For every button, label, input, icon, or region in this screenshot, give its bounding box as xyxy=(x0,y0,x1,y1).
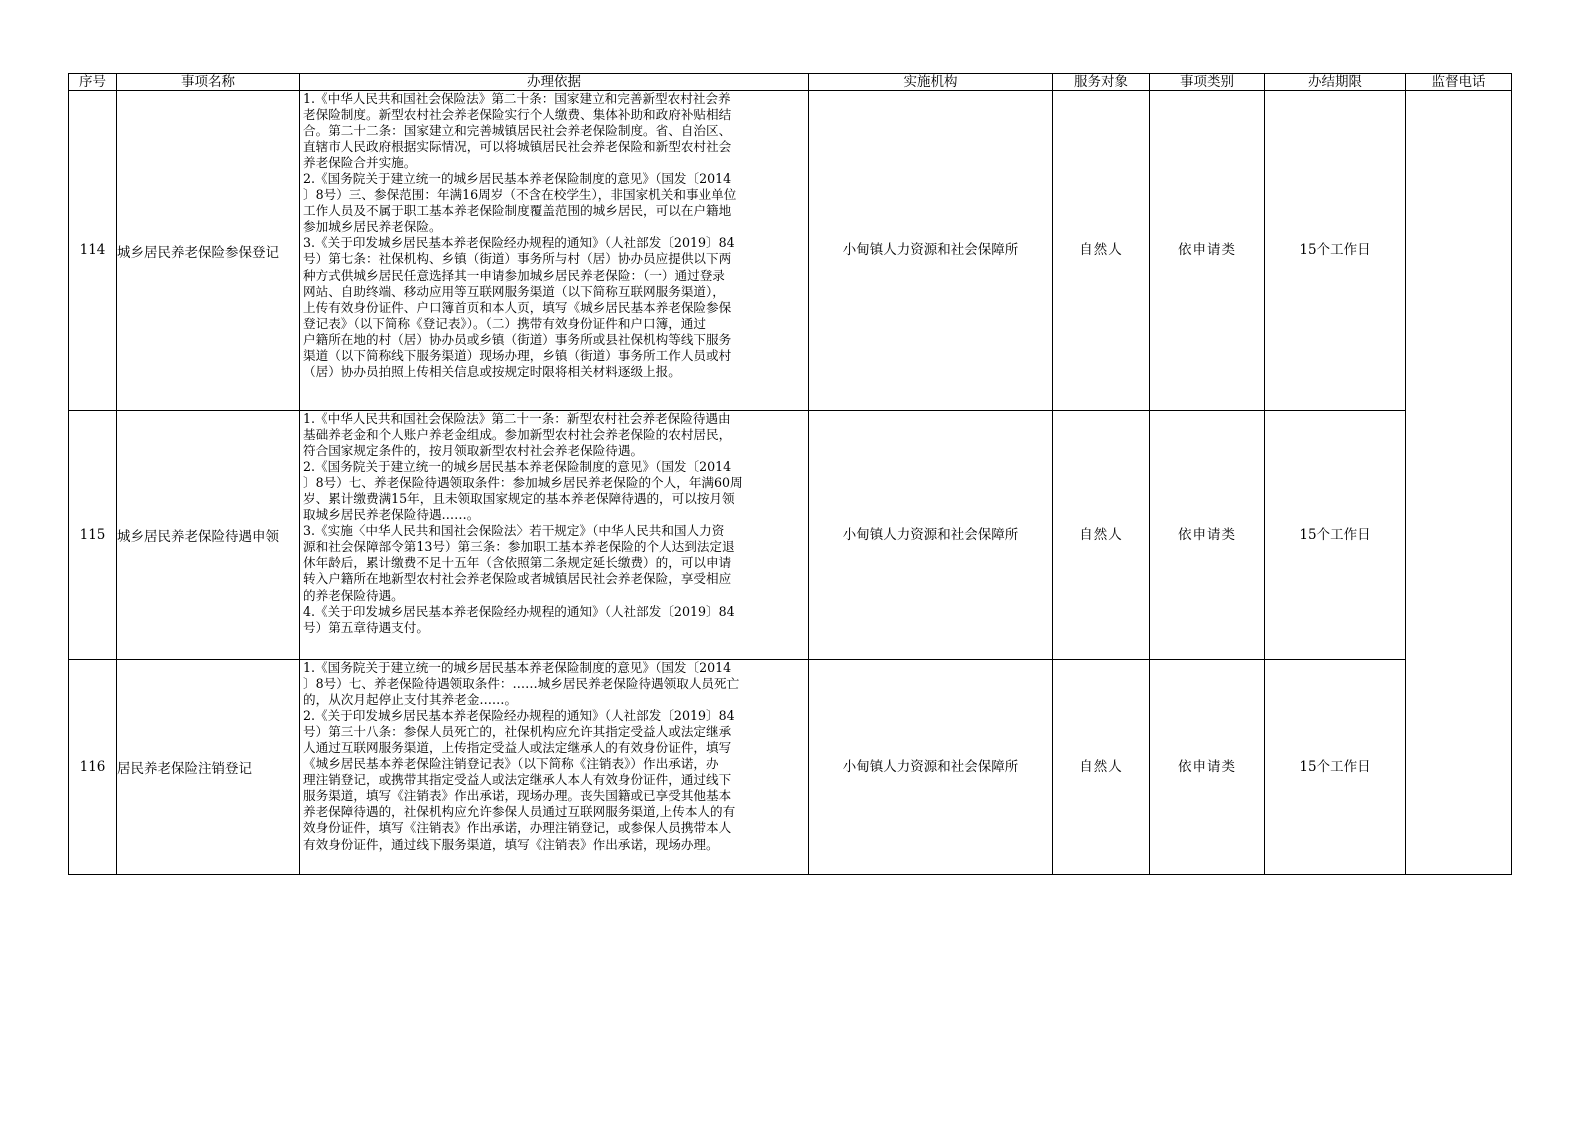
header-name: 事项名称 xyxy=(117,74,300,91)
row-category: 依申请类 xyxy=(1150,660,1265,875)
header-org: 实施机构 xyxy=(809,74,1053,91)
row-basis-text: 1.《中华人民共和国社会保险法》第二十一条：新型农村社会养老保险待遇由 基础养老金和个人账户养老金组成。参加新型农村社会养老保险的农村居民， 符合国家规定条件的，按月领取新型农村社会养老保险待遇。 2.《国务院关于建立统一的城乡居民基本养老保险制度的意见》（国发〔2014 〕8号）七、养老保险待遇领取条件：参加城乡居民养老保险的个人，年满60周 岁、累计缴费满15年，且未领取国家规定的基本养老保障待遇的，可以按月领 取城乡居民养老保险待遇……。 3.《实施〈中华人民共和国社会保险法〉若干规定》（中华人民共和国人力资 源和社会保障部令第13号）第三条：参加职工基本养老保险的个人达到法定退 休年龄后，累计缴费不足十五年（含依照第二条规定延长缴费）的，可以申请 转入户籍所在地新型农村社会养老保险或者城镇居民社会养老保险，享受相应 的养老保险待遇。 4.《关于印发城乡居民基本养老保险经办规程的通知》（人社部发〔2019〕84 号）第五章待遇支付。 xyxy=(303,411,743,635)
row-seq: 114 xyxy=(69,91,117,411)
header-category: 事项类别 xyxy=(1150,74,1265,91)
header-basis: 办理依据 xyxy=(300,74,809,91)
header-row xyxy=(69,74,1512,91)
row-seq: 115 xyxy=(69,411,117,660)
row-basis xyxy=(300,91,809,411)
row-org: 小甸镇人力资源和社会保障所 xyxy=(809,91,1053,411)
row-target: 自然人 xyxy=(1053,660,1150,875)
header-target: 服务对象 xyxy=(1053,74,1150,91)
row-target: 自然人 xyxy=(1053,411,1150,660)
service-items-table xyxy=(68,73,1512,875)
row-target: 自然人 xyxy=(1053,91,1150,411)
header-period: 办结期限 xyxy=(1265,74,1406,91)
row-name: 城乡居民养老保险待遇申领 xyxy=(117,411,300,660)
row-period: 15个工作日 xyxy=(1265,660,1406,875)
row-category: 依申请类 xyxy=(1150,411,1265,660)
row-period: 15个工作日 xyxy=(1265,91,1406,411)
header-phone: 监督电话 xyxy=(1406,74,1512,91)
table-row xyxy=(69,91,1512,411)
row-org: 小甸镇人力资源和社会保障所 xyxy=(809,411,1053,660)
row-basis-text: 1.《国务院关于建立统一的城乡居民基本养老保险制度的意见》（国发〔2014 〕8号）七、养老保险待遇领取条件：……城乡居民养老保险待遇领取人员死亡 的，从次月起停止支付其养老金……。 2.《关于印发城乡居民基本养老保险经办规程的通知》（人社部发〔2019〕84 号）第三十八条：参保人员死亡的，社保机构应允许其指定受益人或法定继承 人通过互联网服务渠道，上传指定受益人或法定继承人的有效身份证件，填写 《城乡居民基本养老保险注销登记表》（以下简称《注销表》）作出承诺，办 理注销登记，或携带其指定受益人或法定继承人本人有效身份证件，通过线下 服务渠道，填写《注销表》作出承诺，现场办理。丧失国籍或已享受其他基本 养老保障待遇的，社保机构应允许参保人员通过互联网服务渠道,上传本人的有 效身份证件，填写《注销表》作出承诺，办理注销登记，或参保人员携带本人 有效身份证件，通过线下服务渠道，填写《注销表》作出承诺，现场办理。 xyxy=(303,660,740,852)
table-row xyxy=(69,660,1512,875)
row-name: 城乡居民养老保险参保登记 xyxy=(117,91,300,411)
row-name: 居民养老保险注销登记 xyxy=(117,660,300,875)
row-org: 小甸镇人力资源和社会保障所 xyxy=(809,660,1053,875)
row-period: 15个工作日 xyxy=(1265,411,1406,660)
table-row xyxy=(69,411,1512,660)
row-basis xyxy=(300,660,809,875)
row-basis-text: 1.《中华人民共和国社会保险法》第二十条：国家建立和完善新型农村社会养 老保险制度。新型农村社会养老保险实行个人缴费、集体补助和政府补贴相结 合。第二十二条：国家建立和完善城镇居民社会养老保险制度。省、自治区、 直辖市人民政府根据实际情况，可以将城镇居民社会养老保险和新型农村社会 养老保险合并实施。 2.《国务院关于建立统一的城乡居民基本养老保险制度的意见》（国发〔2014 〕8号）三、参保范围：年满16周岁（不含在校学生），非国家机关和事业单位 工作人员及不属于职工基本养老保险制度覆盖范围的城乡居民，可以在户籍地 参加城乡居民养老保险。 3.《关于印发城乡居民基本养老保险经办规程的通知》（人社部发〔2019〕84 号）第七条：社保机构、乡镇（街道）事务所与村（居）协办员应提供以下两 种方式供城乡居民任意选择其一申请参加城乡居民养老保险：（一）通过登录 网站、自助终端、移动应用等互联网服务渠道（以下简称互联网服务渠道）， 上传有效身份证件、户口簿首页和本人页，填写《城乡居民基本养老保险参保 登记表》（以下简称《登记表》）。（二）携带有效身份证件和户口簿，通过 户籍所在地的村（居）协办员或乡镇（街道）事务所或县社保机构等线下服务 渠道（以下简称线下服务渠道）现场办理，乡镇（街道）事务所工作人员或村 （居）协办员拍照上传相关信息或按规定时限将相关材料逐级上报。 xyxy=(303,91,737,379)
supervision-phone-cell xyxy=(1406,91,1512,875)
row-category: 依申请类 xyxy=(1150,91,1265,411)
row-basis xyxy=(300,411,809,660)
header-seq: 序号 xyxy=(69,74,117,91)
row-seq: 116 xyxy=(69,660,117,875)
